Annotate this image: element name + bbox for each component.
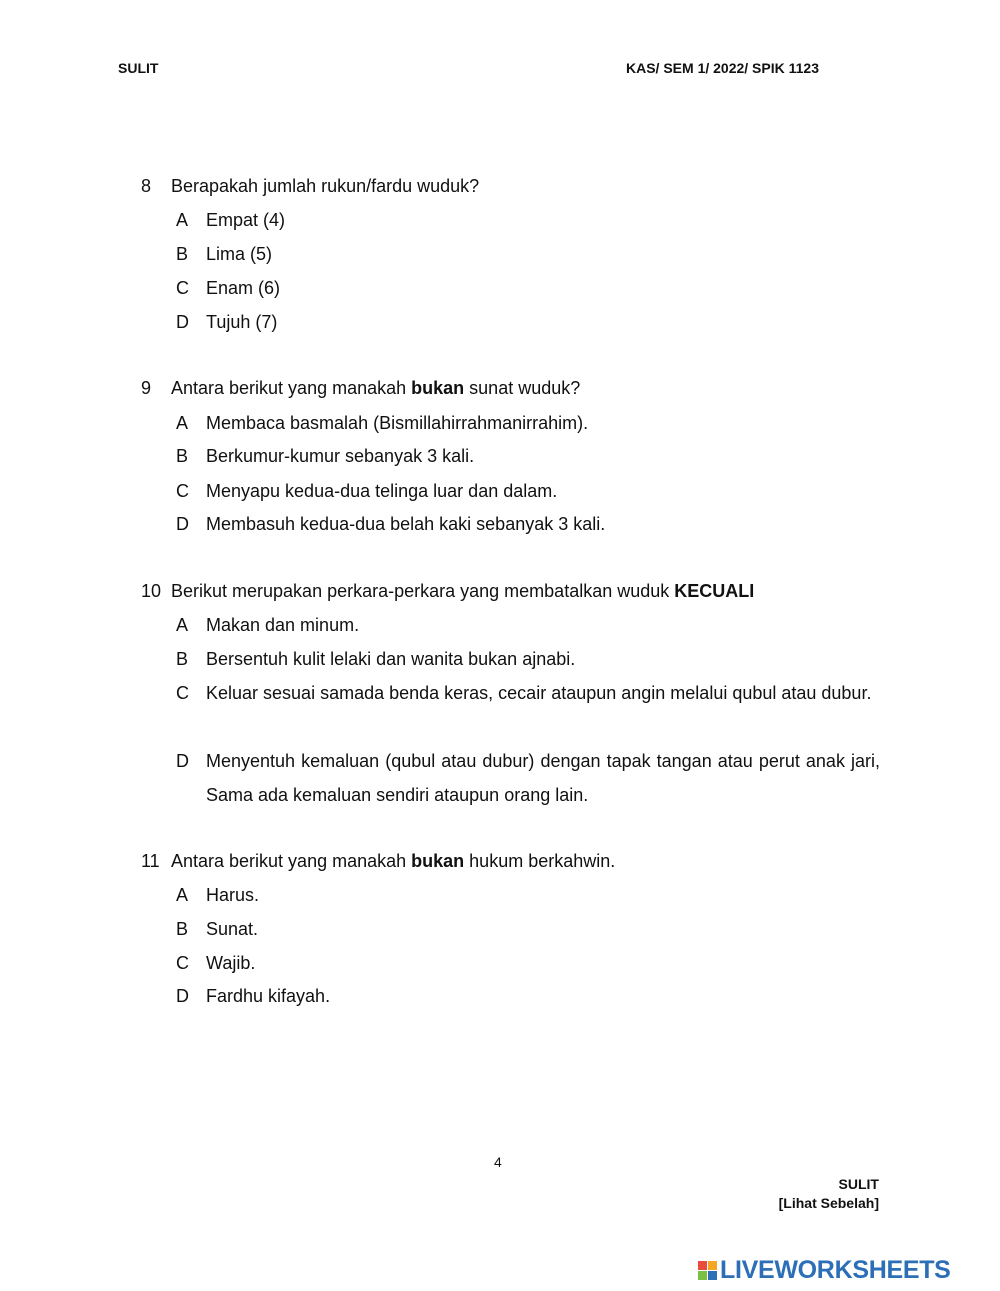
option-text: Lima (5) [206, 244, 273, 264]
option-text: Makan dan minum. [206, 615, 360, 635]
option-letter: B [176, 649, 189, 669]
option-text: Enam (6) [206, 278, 281, 298]
emphasis-bukan: bukan [411, 851, 465, 871]
option-letter: D [176, 751, 189, 771]
question-text: Berapakah jumlah rukun/fardu wuduk? [171, 176, 480, 196]
option-letter: B [176, 446, 189, 466]
header-left: SULIT [118, 60, 159, 76]
logo-square-orange [708, 1261, 717, 1270]
footer-sulit: SULIT [838, 1176, 879, 1192]
option-text: Tujuh (7) [206, 312, 278, 332]
option-letter: A [176, 885, 189, 905]
option-text: Membasuh kedua-dua belah kaki sebanyak 3 kali. [206, 514, 606, 534]
option-letter: D [176, 986, 189, 1006]
option-letter: A [176, 210, 189, 230]
option-text: Fardhu kifayah. [206, 986, 331, 1006]
option-text: Empat (4) [206, 210, 286, 230]
question-text: Antara berikut yang manakah bukan hukum berkahwin. [171, 851, 616, 871]
option-text: Harus. [206, 885, 260, 905]
option-letter: B [176, 244, 189, 264]
footer-next-page: [Lihat Sebelah] [778, 1195, 879, 1211]
option-letter: C [176, 278, 189, 298]
header-right: KAS/ SEM 1/ 2022/ SPIK 1123 [626, 60, 819, 76]
option-letter: D [176, 312, 189, 332]
logo-square-red [698, 1261, 707, 1270]
option-text: Keluar sesuai samada benda keras, cecair ataupun angin melalui qubul atau dubur. [206, 683, 872, 703]
option-text: Wajib. [206, 953, 256, 973]
question-number: 8 [141, 176, 152, 196]
brand-name: LIVEWORKSHEETS [720, 1256, 951, 1284]
option-letter: C [176, 481, 189, 501]
option-text: Menyapu kedua-dua telinga luar dan dalam. [206, 481, 558, 501]
question-number: 10 [141, 581, 162, 601]
option-letter: B [176, 919, 189, 939]
question-number: 9 [141, 378, 152, 398]
option-letter: D [176, 514, 189, 534]
option-text: Bersentuh kulit lelaki dan wanita bukan ajnabi. [206, 649, 576, 669]
liveworksheets-icon [698, 1261, 717, 1280]
option-text: Sunat. [206, 919, 259, 939]
emphasis-kecuali: KECUALI [674, 581, 755, 601]
option-letter: A [176, 413, 189, 433]
option-letter: C [176, 953, 189, 973]
question-text: Berikut merupakan perkara-perkara yang membatalkan wuduk KECUALI [171, 581, 755, 601]
option-text: Membaca basmalah (Bismillahirrahmanirrahim). [206, 413, 589, 433]
question-number: 11 [141, 851, 160, 871]
logo-square-green [698, 1271, 707, 1280]
question-text: Antara berikut yang manakah bukan sunat wuduk? [171, 378, 581, 398]
logo-square-blue [708, 1271, 717, 1280]
emphasis-bukan: bukan [411, 378, 465, 398]
option-letter: C [176, 683, 189, 703]
option-letter: A [176, 615, 189, 635]
option-text: Berkumur-kumur sebanyak 3 kali. [206, 446, 475, 466]
page-number: 4 [494, 1154, 502, 1170]
liveworksheets-logo[interactable] [698, 1256, 951, 1285]
option-text: Menyentuh kemaluan (qubul atau dubur) dengan tapak tangan atau perut anak jari, Sama ada kemaluan sendiri ataupun orang lain. [206, 751, 880, 805]
